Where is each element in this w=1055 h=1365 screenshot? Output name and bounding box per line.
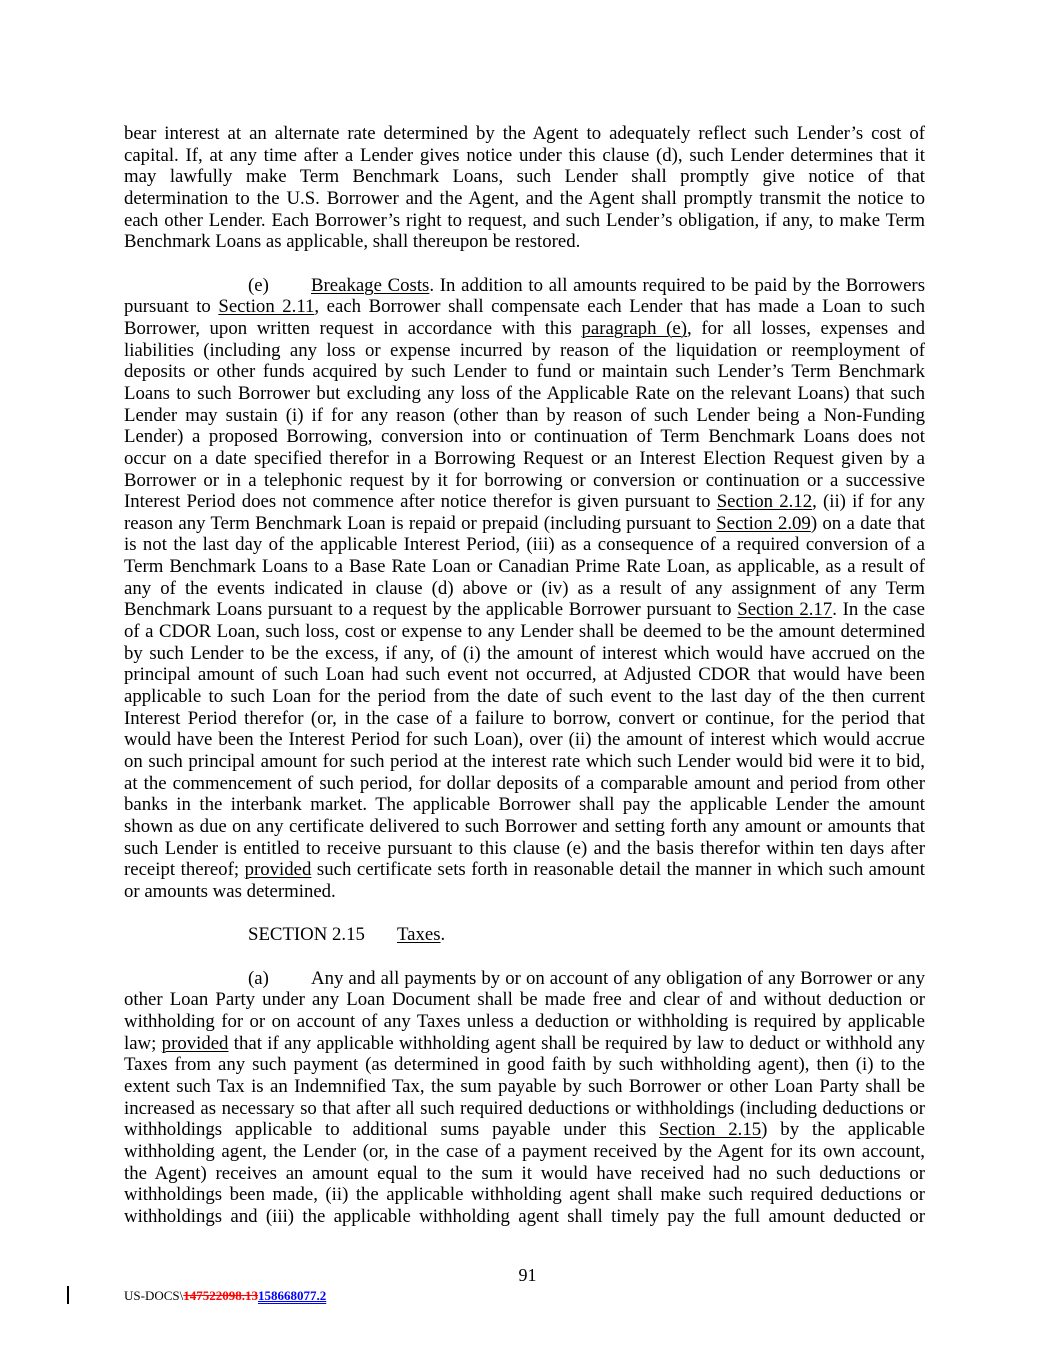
text-line: may lawfully make Term Benchmark Loans, such Lender shall promptly give notice of that — [124, 166, 925, 188]
paragraph-d-continuation — [124, 123, 925, 253]
text-segment: reason any Term Benchmark Loan is repaid or prepaid (including pursuant to — [124, 512, 717, 534]
text-line: liabilities (including any loss or expense incurred by reason of the liquidation or reemployment of — [124, 339, 925, 361]
text-segment: ) on a date that — [810, 512, 925, 534]
text-segment: . In addition to all amounts required to be paid by the Borrowers — [429, 274, 925, 296]
text-line — [124, 491, 925, 513]
text-line: at the commencement of such period, for dollar deposits of a comparable amount and period from other — [124, 772, 925, 794]
section-title-text: Taxes — [397, 924, 441, 946]
text-line: is not the last day of the applicable Interest Period, (iii) as a consequence of a required conversion of a — [124, 534, 925, 556]
text-line: withholding agent, the Lender (or, in the case of a payment received by the Agent for its own account, — [124, 1140, 925, 1162]
text-segment: , each Borrower shall compensate each Lender that has made a Loan to such — [314, 296, 926, 318]
text-segment: Any and all payments by or on account of any obligation of any Borrower or any — [311, 967, 925, 989]
text-line: increased as necessary so that after all such required deductions or withholdings (including deductions or — [124, 1097, 925, 1119]
text-line: Lender may sustain (i) if for any reason (other than by reason of such Lender being a Non-Funding — [124, 404, 925, 426]
text-line: determination to the U.S. Borrower and the Agent, and the Agent shall promptly transmit the notice to — [124, 187, 925, 209]
text-line — [124, 599, 925, 621]
text-line — [124, 1119, 925, 1141]
text-line: Term Benchmark Loans to a Base Rate Loan or Canadian Prime Rate Loan, as applicable, as a result of — [124, 556, 925, 578]
text-line: of a CDOR Loan, such loss, cost or expense to any Lender shall be deemed to be the amount determined — [124, 621, 925, 643]
underlined-term: provided — [244, 859, 312, 881]
cross-reference: Section 2.09 — [716, 512, 811, 534]
text-line: banks in the interbank market. The applicable Borrower shall pay the applicable Lender the amount — [124, 794, 925, 816]
page-number: 91 — [518, 1265, 537, 1285]
text-line — [124, 513, 925, 535]
text-line: such Lender is entitled to receive pursuant to this clause (e) and the basis therefor within ten days after — [124, 837, 925, 859]
text-segment: . In the case — [832, 599, 925, 621]
underlined-term: provided — [161, 1032, 229, 1054]
doc-id-inserted: 158668077.2 — [258, 1288, 327, 1303]
text-segment: pursuant to — [124, 296, 219, 318]
text-segment: withholdings applicable to additional sums payable under this — [124, 1119, 660, 1141]
text-line — [124, 318, 925, 340]
text-line: each other Lender. Each Borrower’s right to request, and such Lender’s obligation, if any, to make Term — [124, 209, 925, 231]
document-id-footer — [124, 1288, 326, 1304]
text-line: the Agent) receives an amount equal to the sum it would have received had no such deductions or — [124, 1162, 925, 1184]
text-segment: receipt thereof; — [124, 859, 245, 881]
text-line: bear interest at an alternate rate determined by the Agent to adequately reflect such Lender’s cost of — [124, 123, 925, 144]
text-line: other Loan Party under any Loan Document shall be made free and clear of and without deduction or — [124, 989, 925, 1011]
text-line — [124, 1033, 925, 1055]
text-line: extent such Tax is an Indemnified Tax, the sum payable by such Borrower or other Loan Party shall be — [124, 1075, 925, 1097]
doc-id-deleted: 147522098.13 — [183, 1288, 258, 1303]
text-line: deposits or other funds acquired by such Lender to fund or maintain such Lender’s Term Benchmark — [124, 361, 925, 383]
text-segment: Interest Period does not commence after notice therefor is given pursuant to — [124, 491, 717, 513]
document-body — [124, 123, 925, 1249]
clause-caption: Breakage Costs — [311, 274, 430, 296]
paragraph-a-taxes — [124, 968, 925, 1228]
text-line: would have been the Interest Period for such Loan), over (ii) the amount of interest which would accrue — [124, 729, 925, 751]
doc-id-prefix: US-DOCS\ — [124, 1288, 184, 1303]
text-line — [124, 296, 925, 318]
clause-label: (e) — [248, 274, 269, 296]
text-segment: , (ii) if for any — [812, 491, 925, 513]
text-segment: ) by the applicable — [761, 1119, 925, 1141]
text-segment: such certificate sets forth in reasonable detail the manner in which such amount — [311, 859, 925, 881]
text-line — [124, 275, 925, 297]
text-segment: Borrower, upon written request in accordance with this — [124, 317, 582, 339]
text-line: any of the events indicated in clause (d) above or (iv) as a result of any assignment of any Term — [124, 577, 925, 599]
cross-reference: Section 2.15 — [659, 1119, 762, 1141]
text-line: by such Lender to be the excess, if any, of (i) the amount of interest which would have accrued on the — [124, 642, 925, 664]
text-line: Borrower or in a telephonic request by it for borrowing or conversion or continuation or a successive — [124, 469, 925, 491]
text-line: on such principal amount for such period at the interest rate which such Lender would bid were it to bid, — [124, 751, 925, 773]
section-title-period: . — [440, 924, 446, 946]
text-line: Loans to such Borrower but excluding any loss of the Applicable Rate on the relevant Loans) that such — [124, 382, 925, 404]
text-line: capital. If, at any time after a Lender gives notice under this clause (d), such Lender determines that it — [124, 144, 925, 166]
text-line — [124, 859, 925, 881]
section-heading — [124, 924, 925, 946]
cross-reference: paragraph (e) — [581, 317, 688, 339]
clause-label: (a) — [248, 967, 269, 989]
text-line: Lender) a proposed Borrowing, conversion into or continuation of Term Benchmark Loans does not — [124, 426, 925, 448]
text-line: principal amount of such Loan had such event not occurred, at Adjusted CDOR that would have been — [124, 664, 925, 686]
text-line: withholding for or on account of any Taxes unless a deduction or withholding is required by applicable — [124, 1010, 925, 1032]
section-title — [397, 924, 445, 946]
text-line: Interest Period therefor (or, in the case of a failure to borrow, convert or continue, for the period that — [124, 707, 925, 729]
cross-reference: Section 2.11 — [218, 296, 315, 318]
text-segment: , for all losses, expenses and — [687, 317, 925, 339]
text-line: applicable to such Loan for the period from the date of such event to the last day of the then current — [124, 686, 925, 708]
text-segment: that if any applicable withholding agent shall be required by law to deduct or withhold any — [228, 1032, 925, 1054]
text-line: occur on a date specified therefor in a Borrowing Request or an Interest Election Request given by a — [124, 447, 925, 469]
text-line: shown as due on any certificate delivered to such Borrower and setting forth any amount or amounts that — [124, 816, 925, 837]
section-number: SECTION 2.15 — [248, 924, 365, 946]
text-line: Taxes from any such payment (as determined in good faith by such withholding agent), then (i) to the — [124, 1054, 925, 1076]
text-line: Benchmark Loans as applicable, shall thereupon be restored. — [124, 231, 581, 253]
text-line: withholdings been made, (ii) the applicable withholding agent shall make such required deductions or — [124, 1184, 925, 1206]
text-segment: Benchmark Loans pursuant to a request by the applicable Borrower pursuant to — [124, 599, 738, 621]
cross-reference: Section 2.17 — [737, 599, 833, 621]
text-segment: law; — [124, 1032, 162, 1054]
revision-change-bar — [67, 1286, 69, 1304]
text-line: withholdings and (iii) the applicable withholding agent shall timely pay the full amount deducted or — [124, 1205, 925, 1227]
text-line: or amounts was determined. — [124, 880, 336, 902]
cross-reference: Section 2.12 — [716, 491, 813, 513]
text-line — [124, 968, 925, 990]
paragraph-e-breakage-costs — [124, 275, 925, 903]
